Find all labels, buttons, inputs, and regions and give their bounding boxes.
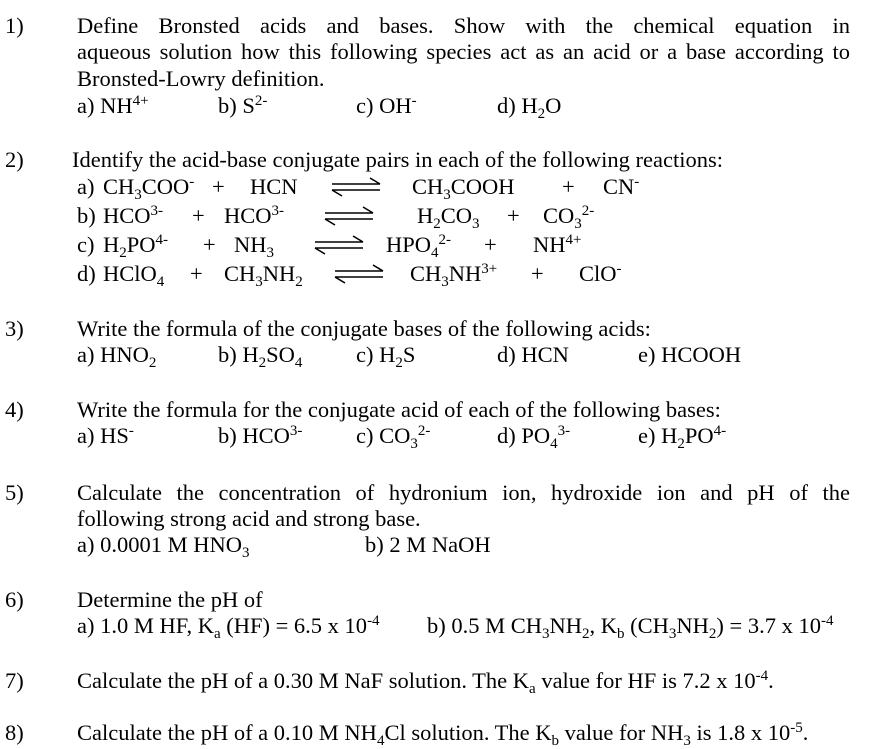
option-d: d) $H_2O$ bbox=[497, 93, 562, 122]
reactant-2: HCN bbox=[250, 174, 298, 199]
product-2: $NH^{4+}$ bbox=[533, 232, 582, 257]
option-d: d) HCN bbox=[497, 342, 569, 367]
question-number: 2) bbox=[5, 147, 24, 172]
equilibrium-arrow-icon bbox=[313, 234, 365, 256]
reaction-label: d) bbox=[77, 261, 96, 286]
product-1: $CH_3COOH$ bbox=[412, 174, 515, 203]
equilibrium-arrow-icon bbox=[333, 263, 385, 285]
option-c: c) OH- bbox=[356, 93, 417, 118]
reactant-2: $HCO^{3-}$ bbox=[224, 203, 285, 228]
question-number: 4) bbox=[5, 397, 24, 422]
question-number: 5) bbox=[5, 480, 24, 505]
option-b: b) $H_2SO_4$ bbox=[218, 342, 303, 371]
plus-sign: + bbox=[507, 203, 520, 228]
product-2: ClO- bbox=[579, 261, 622, 286]
option-b: b) $HCO^{3-}$ bbox=[218, 423, 303, 448]
plus-sign: + bbox=[531, 261, 544, 286]
product-1: $H_2CO_3$ bbox=[417, 203, 480, 232]
question-text: Calculate the pH of a 0.30 M NaF solution. The $K_a$ value for HF is 7.2 x $10^{-4}$. bbox=[77, 668, 774, 697]
reactant-2: $CH_3NH_2$ bbox=[224, 261, 303, 290]
option-a: a) $NH^{4+}$ bbox=[77, 93, 149, 118]
option-b: b) 0.5 M $CH_3NH_2$, $K_b$ $(CH_3NH_2) = 3.7$ x $10^{-4}$ bbox=[427, 613, 834, 642]
question-text-line: Calculate the concentration of hydronium ion, hydroxide ion and pH of the bbox=[77, 480, 850, 505]
plus-sign: + bbox=[203, 232, 216, 257]
question-text-line: aqueous solution how this following species act as an acid or a base according to bbox=[77, 39, 850, 64]
question-text-line: Define Bronsted acids and bases. Show with the chemical equation in bbox=[77, 13, 850, 38]
product-1: $HPO_4^{2-}$ bbox=[386, 232, 452, 261]
plus-sign: + bbox=[484, 232, 497, 257]
plus-sign: + bbox=[212, 174, 225, 199]
reactant-1: HClO$_4$ bbox=[103, 261, 165, 290]
option-a: a) 1.0 M HF, $K_a$ (HF) = 6.5 x $10^{-4}$ bbox=[77, 613, 380, 642]
question-text-line: Bronsted-Lowry definition. bbox=[77, 66, 325, 91]
option-a: a) $HNO_2$ bbox=[77, 342, 157, 371]
option-c: c) $H_2S$ bbox=[356, 342, 416, 371]
equilibrium-arrow-icon bbox=[330, 176, 382, 198]
question-text-line: following strong acid and strong base. bbox=[77, 506, 421, 531]
option-b: b) 2 M NaOH bbox=[365, 532, 491, 557]
reactant-1: $CH_3COO^-$ bbox=[103, 174, 195, 203]
option-e: e) HCOOH bbox=[638, 342, 742, 367]
question-intro: Write the formula for the conjugate acid of each of the following bases: bbox=[77, 397, 721, 422]
option-e: e) $H_2PO^{4-}$ bbox=[638, 423, 727, 452]
reactant-1: $HCO^{3-}$ bbox=[103, 203, 164, 228]
reaction-label: c) bbox=[77, 232, 95, 257]
question-number: 6) bbox=[5, 587, 24, 612]
plus-sign: + bbox=[192, 203, 205, 228]
plus-sign: + bbox=[562, 174, 575, 199]
question-number: 3) bbox=[5, 316, 24, 341]
option-a: a) HS- bbox=[77, 423, 134, 448]
question-number: 1) bbox=[5, 13, 24, 38]
reactant-1: $H_2PO^{4-}$ bbox=[103, 232, 169, 261]
reaction-label: b) bbox=[77, 203, 96, 228]
reactant-2: $NH_3$ bbox=[234, 232, 274, 261]
product-2: CN- bbox=[603, 174, 640, 199]
question-number: 8) bbox=[5, 720, 24, 745]
question-intro: Identify the acid-base conjugate pairs in each of the following reactions: bbox=[72, 147, 724, 172]
question-intro: Write the formula of the conjugate bases of the following acids: bbox=[77, 316, 651, 341]
product-1: $CH_3NH^{3+}$ bbox=[410, 261, 498, 290]
product-2: $CO_3^{2-}$ bbox=[543, 203, 595, 232]
option-b: b) $S^{2-}$ bbox=[218, 93, 268, 118]
option-a: a) 0.0001 M $HNO_3$ bbox=[77, 532, 250, 561]
option-d: d) $PO_4^{3-}$ bbox=[497, 423, 571, 452]
question-intro: Determine the pH of bbox=[77, 587, 263, 612]
plus-sign: + bbox=[190, 261, 203, 286]
equilibrium-arrow-icon bbox=[323, 205, 375, 227]
question-number: 7) bbox=[5, 668, 24, 693]
reaction-label: a) bbox=[77, 174, 95, 199]
question-text: Calculate the pH of a 0.10 M $NH_4Cl$ solution. The $K_b$ value for $NH_3$ is 1.8 x $10^{-5}$. bbox=[77, 720, 809, 749]
option-c: c) $CO_3^{2-}$ bbox=[356, 423, 431, 452]
